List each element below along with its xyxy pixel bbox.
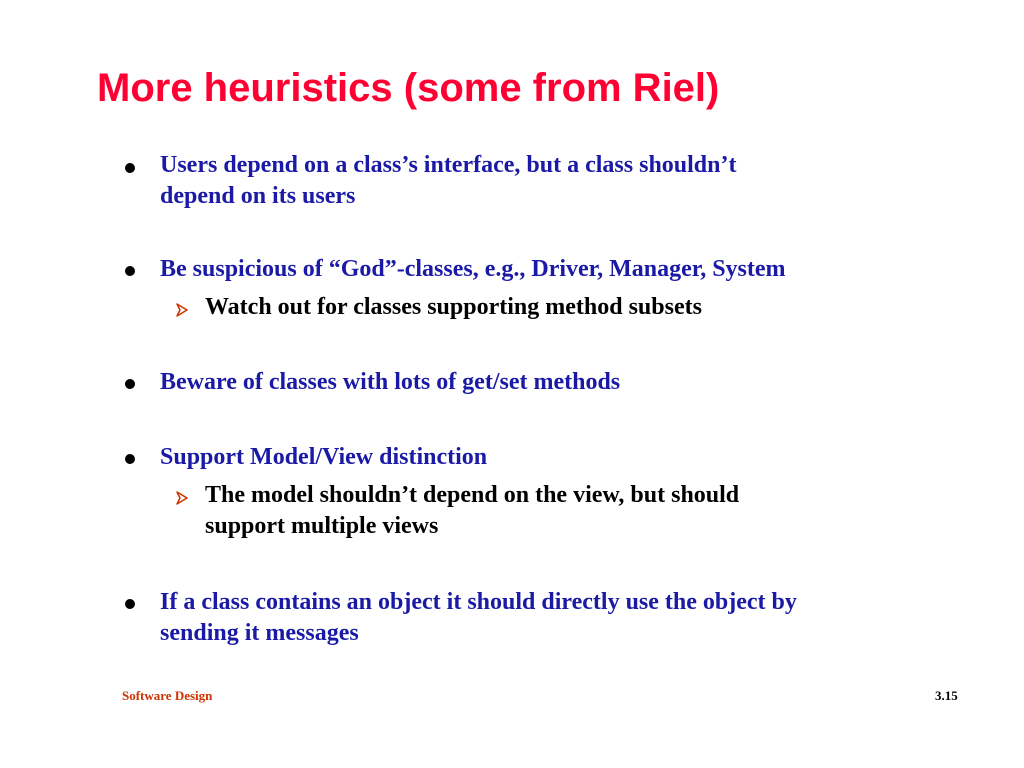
bullet-dot-icon [125, 454, 135, 464]
bullet-dot-icon [125, 599, 135, 609]
bullet-text-line: Beware of classes with lots of get/set methods [160, 369, 621, 395]
sub-bullet-text-line: support multiple views [205, 513, 439, 539]
bullet-text-line: Support Model/View distinction [160, 444, 488, 470]
sub-bullet-text-line: The model shouldn’t depend on the view, but should [205, 482, 740, 508]
bullet-text-line: depend on its users [160, 183, 356, 209]
bullet-dot-icon [125, 163, 135, 173]
arrowhead-bullet-icon [176, 491, 188, 505]
bullet-text-line: Be suspicious of “God”-classes, e.g., Driver, Manager, System [160, 256, 786, 282]
slide-title: More heuristics (some from Riel) [97, 66, 720, 110]
footer-slide-number: 3.15 [935, 688, 958, 703]
bullet-dot-icon [125, 266, 135, 276]
footer-course-name: Software Design [122, 688, 213, 703]
bullet-dot-icon [125, 379, 135, 389]
bullet-text-line: If a class contains an object it should directly use the object by [160, 589, 797, 615]
bullet-text-line: Users depend on a class’s interface, but a class shouldn’t [160, 152, 737, 178]
arrowhead-bullet-icon [176, 303, 188, 317]
sub-bullet-text-line: Watch out for classes supporting method subsets [205, 294, 702, 320]
bullet-text-line: sending it messages [160, 620, 359, 646]
